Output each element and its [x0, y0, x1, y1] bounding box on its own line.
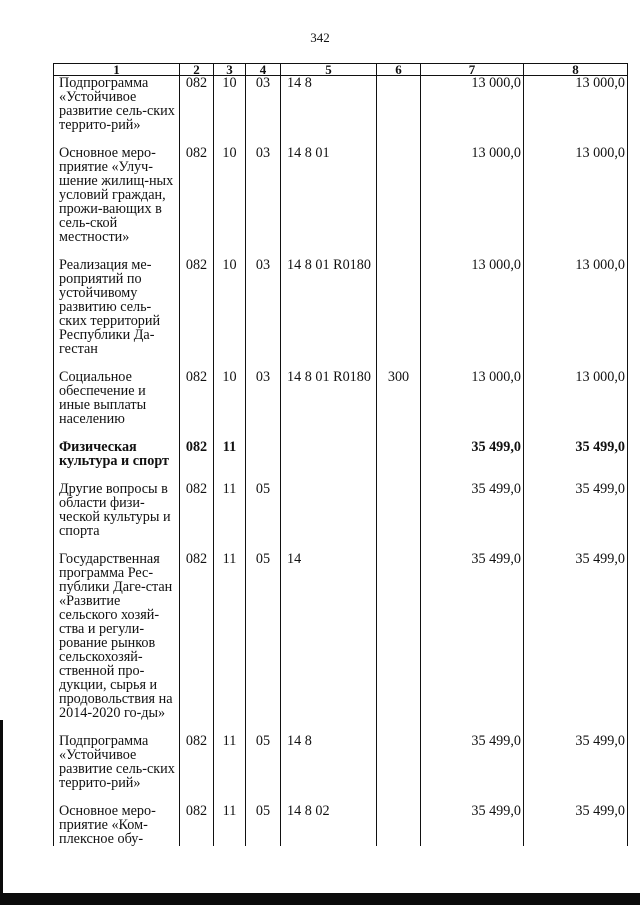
table-row	[54, 804, 628, 846]
subsection-code: 05	[246, 804, 281, 846]
ministry-code: 082	[180, 370, 214, 440]
section-code: 10	[214, 146, 246, 258]
row-name: Государственная программа Рес-публики Даге-стан «Развитие сельского хозяй-ства и регули-рование рынков сельскохозяй-ственной про-дукции, сырья и продовольствия на 2014-2020 го-ды»	[54, 552, 180, 734]
amount-year-1: 13 000,0	[421, 76, 524, 147]
ministry-code: 082	[180, 146, 214, 258]
amount-year-1: 35 499,0	[421, 482, 524, 552]
table-body	[54, 76, 628, 847]
target-article-code: 14 8	[281, 76, 377, 147]
subsection-code: 03	[246, 370, 281, 440]
expense-type-code	[377, 258, 421, 370]
column-header: 4	[246, 64, 281, 76]
section-code: 11	[214, 552, 246, 734]
budget-table	[53, 63, 628, 846]
column-header: 2	[180, 64, 214, 76]
table-row	[54, 482, 628, 552]
amount-year-2: 35 499,0	[524, 440, 628, 482]
expense-type-code	[377, 734, 421, 804]
section-code: 11	[214, 440, 246, 482]
target-article-code: 14 8	[281, 734, 377, 804]
row-name: Другие вопросы в области физи-ческой культуры и спорта	[54, 482, 180, 552]
subsection-code: 03	[246, 76, 281, 147]
scan-border-left	[0, 720, 3, 905]
ministry-code: 082	[180, 804, 214, 846]
table-row	[54, 734, 628, 804]
amount-year-2: 35 499,0	[524, 734, 628, 804]
section-code: 10	[214, 370, 246, 440]
scan-border-bottom	[0, 893, 640, 905]
amount-year-2: 35 499,0	[524, 804, 628, 846]
expense-type-code: 300	[377, 370, 421, 440]
row-name: Основное меро-приятие «Ком-плексное обу-	[54, 804, 180, 846]
amount-year-2: 13 000,0	[524, 258, 628, 370]
column-header: 1	[54, 64, 180, 76]
column-header: 3	[214, 64, 246, 76]
amount-year-1: 35 499,0	[421, 804, 524, 846]
amount-year-2: 13 000,0	[524, 370, 628, 440]
expense-type-code	[377, 482, 421, 552]
expense-type-code	[377, 440, 421, 482]
target-article-code	[281, 440, 377, 482]
section-code: 10	[214, 76, 246, 147]
amount-year-2: 13 000,0	[524, 76, 628, 147]
ministry-code: 082	[180, 734, 214, 804]
ministry-code: 082	[180, 482, 214, 552]
target-article-code: 14 8 02	[281, 804, 377, 846]
ministry-code: 082	[180, 76, 214, 147]
subsection-code: 03	[246, 258, 281, 370]
amount-year-1: 35 499,0	[421, 440, 524, 482]
target-article-code	[281, 482, 377, 552]
target-article-code: 14 8 01	[281, 146, 377, 258]
subsection-code: 05	[246, 734, 281, 804]
expense-type-code	[377, 146, 421, 258]
section-code: 11	[214, 804, 246, 846]
table-row	[54, 552, 628, 734]
target-article-code: 14	[281, 552, 377, 734]
column-header: 5	[281, 64, 377, 76]
amount-year-1: 35 499,0	[421, 552, 524, 734]
table-row	[54, 146, 628, 258]
table-row	[54, 440, 628, 482]
expense-type-code	[377, 804, 421, 846]
row-name: Основное меро-приятие «Улуч-шение жилищ-ных условий граждан, прожи-вающих в сель-ской местности»	[54, 146, 180, 258]
subsection-code	[246, 440, 281, 482]
row-name: Физическая культура и спорт	[54, 440, 180, 482]
amount-year-2: 35 499,0	[524, 482, 628, 552]
section-code: 11	[214, 734, 246, 804]
expense-type-code	[377, 552, 421, 734]
subsection-code: 05	[246, 482, 281, 552]
column-header: 8	[524, 64, 628, 76]
ministry-code: 082	[180, 258, 214, 370]
row-name: Социальное обеспечение и иные выплаты населению	[54, 370, 180, 440]
column-header: 7	[421, 64, 524, 76]
row-name: Подпрограмма «Устойчивое развитие сель-ских террито-рий»	[54, 76, 180, 147]
subsection-code: 05	[246, 552, 281, 734]
target-article-code: 14 8 01 R0180	[281, 370, 377, 440]
column-header: 6	[377, 64, 421, 76]
table-row	[54, 76, 628, 147]
amount-year-2: 13 000,0	[524, 146, 628, 258]
amount-year-2: 35 499,0	[524, 552, 628, 734]
amount-year-1: 13 000,0	[421, 370, 524, 440]
table-row	[54, 370, 628, 440]
expense-type-code	[377, 76, 421, 147]
table-row	[54, 258, 628, 370]
section-code: 11	[214, 482, 246, 552]
row-name: Подпрограмма «Устойчивое развитие сель-ских террито-рий»	[54, 734, 180, 804]
amount-year-1: 35 499,0	[421, 734, 524, 804]
amount-year-1: 13 000,0	[421, 258, 524, 370]
page-number: 342	[310, 30, 330, 45]
target-article-code: 14 8 01 R0180	[281, 258, 377, 370]
section-code: 10	[214, 258, 246, 370]
header-row	[54, 64, 628, 76]
subsection-code: 03	[246, 146, 281, 258]
amount-year-1: 13 000,0	[421, 146, 524, 258]
ministry-code: 082	[180, 440, 214, 482]
row-name: Реализация ме-роприятий по устойчивому развитию сель-ских территорий Республики Да-гестан	[54, 258, 180, 370]
ministry-code: 082	[180, 552, 214, 734]
